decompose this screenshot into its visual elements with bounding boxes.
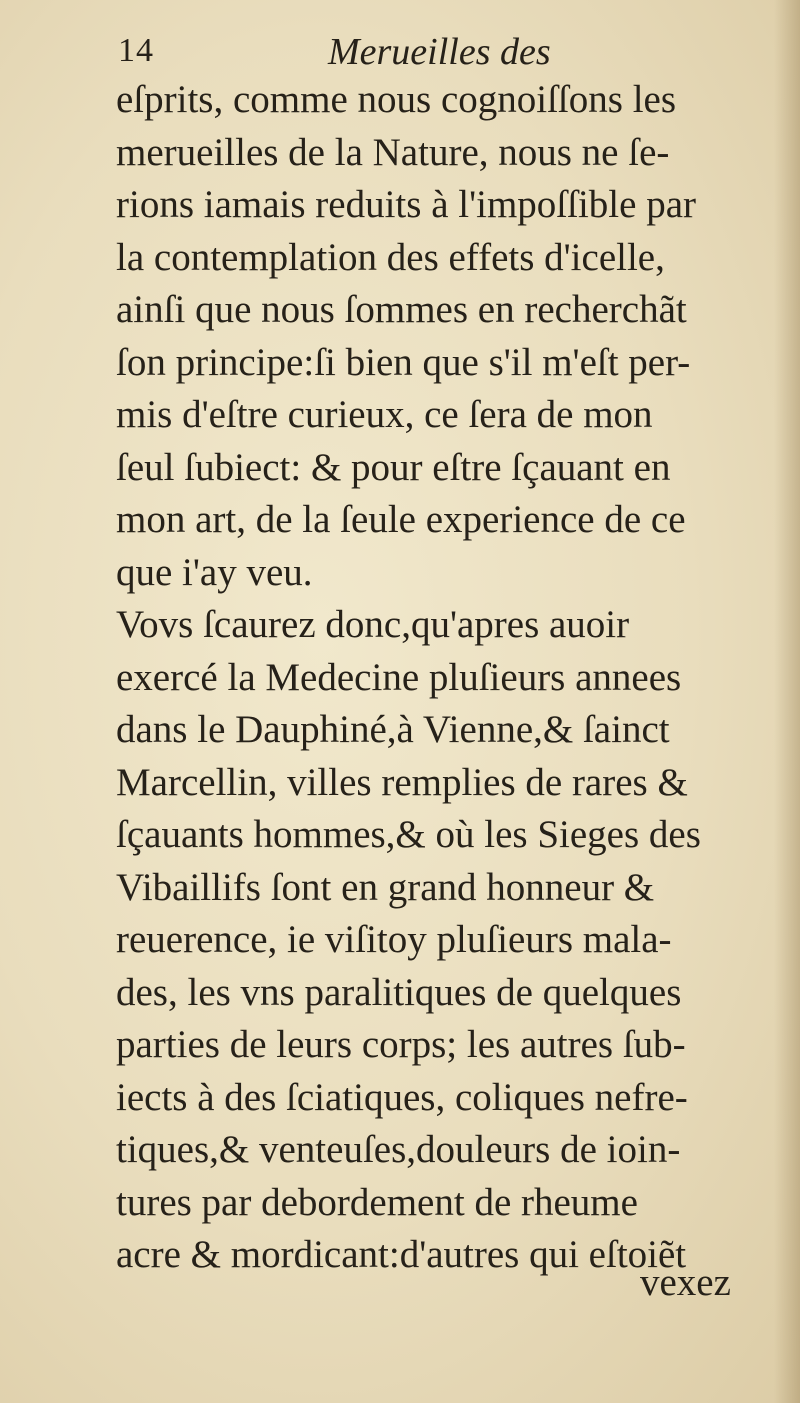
text-line: mis d'eſtre curieux, ce ſera de mon bbox=[116, 393, 653, 436]
text-line: rions iamais reduits à l'impoſſible par bbox=[116, 183, 696, 226]
text-line: merueilles de la Nature, nous ne ſe- bbox=[116, 130, 670, 174]
page-gutter-shadow bbox=[774, 0, 800, 1403]
page-header bbox=[118, 30, 738, 80]
text-line: tures par debordement de rheume bbox=[116, 1180, 638, 1224]
text-line: Marcellin, villes remplies de rares & bbox=[116, 760, 688, 804]
text-line: que i'ay veu. bbox=[116, 550, 313, 594]
running-title: Merueilles des bbox=[328, 31, 551, 73]
text-line: ſon principe:ſi bien que s'il m'eſt per- bbox=[116, 340, 691, 384]
text-line: parties de leurs corps; les autres ſub- bbox=[116, 1023, 686, 1066]
paragraph-start-line: Vovs ſcaurez donc,qu'apres auoir bbox=[116, 603, 630, 646]
text-line: ſçauants hommes,& où les Sieges des bbox=[116, 813, 701, 856]
text-line: tiques,& venteuſes,douleurs de ioin- bbox=[116, 1128, 681, 1171]
page-number: 14 bbox=[118, 32, 154, 69]
text-line: mon art, de la ſeule experience de ce bbox=[116, 498, 686, 541]
text-line: des, les vns paralitiques de quelques bbox=[116, 970, 682, 1014]
text-line: la contemplation des effets d'icelle, bbox=[116, 235, 665, 279]
text-line: ainſi que nous ſommes en recherchãt bbox=[116, 288, 687, 331]
text-line: acre & mordicant:d'autres qui eſtoiẽt bbox=[116, 1233, 687, 1276]
text-line: eſprits, comme nous cognoiſſons les bbox=[116, 78, 677, 121]
text-line: Vibaillifs ſont en grand honneur & bbox=[116, 865, 655, 909]
body-text bbox=[116, 74, 756, 1282]
text-line: ſeul ſubiect: & pour eſtre ſçauant en bbox=[116, 445, 671, 489]
text-line: dans le Dauphiné,à Vienne,& ſainct bbox=[116, 708, 670, 751]
text-line: exercé la Medecine pluſieurs annees bbox=[116, 655, 682, 699]
text-line: reuerence, ie viſitoy pluſieurs mala- bbox=[116, 918, 672, 961]
catchword: vexez bbox=[640, 1261, 731, 1304]
text-line: iects à des ſciatiques, coliques nefre- bbox=[116, 1075, 688, 1119]
